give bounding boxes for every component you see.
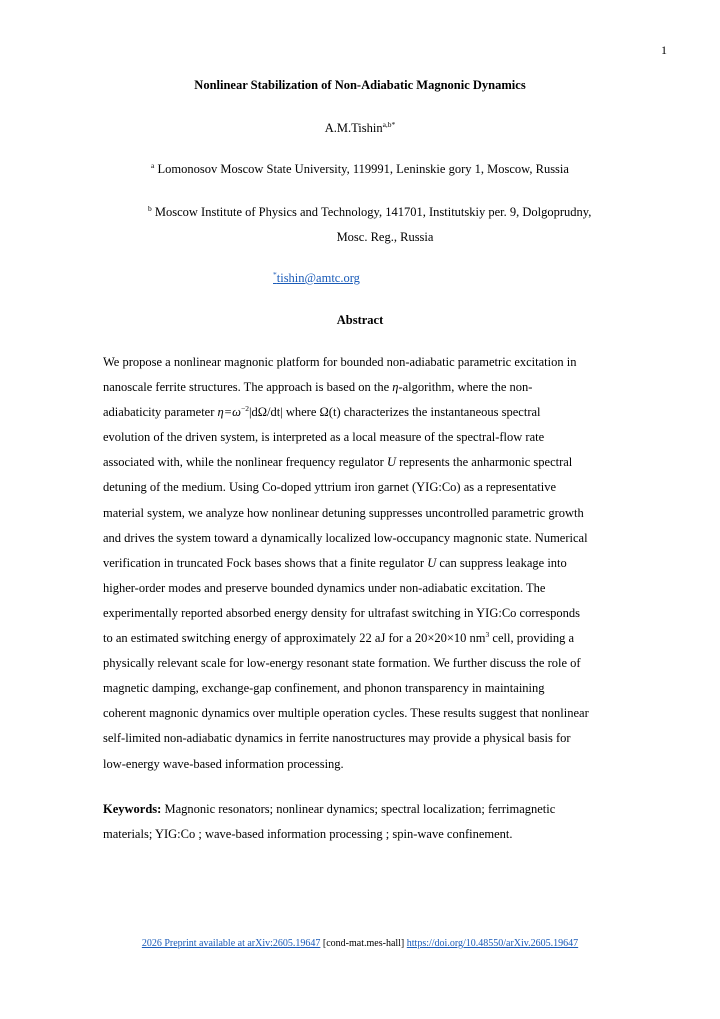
affiliation-b-line2: Mosc. Reg., Russia [336, 230, 434, 244]
abstract-line: detuning of the medium. Using Co-doped yttrium iron garnet (YIG:Co) as a representative [103, 480, 557, 495]
abstract-line: coherent magnonic dynamics over multiple operation cycles. These results suggest that nonlinear [103, 706, 589, 721]
keywords [103, 797, 683, 847]
keywords-line2: materials; YIG:Co ; wave-based information processing ; spin-wave confinement. [103, 827, 513, 842]
abstract-line: magnetic damping, exchange-gap confinement, and phonon transparency in maintaining [103, 681, 545, 696]
email-address: tishin@amtc.org [276, 271, 360, 285]
abstract-line: to an estimated switching energy of approximately 22 aJ for a 20×20×10 $nm^3$ cell, providing a [103, 629, 574, 646]
affiliation-b [0, 200, 720, 250]
keywords-label: Keywords: [103, 802, 162, 816]
preprint-link[interactable]: 2026 Preprint available at arXiv:2605.19647 [141, 938, 321, 949]
affiliation-b-line1 [0, 200, 720, 225]
abstract-line: low-energy wave-based information processing. [103, 756, 344, 771]
abstract-line: verification in truncated Fock bases shows that a finite regulator U can suppress leakage into [103, 555, 567, 570]
affiliation-b-mark: b [148, 203, 152, 213]
footer [0, 938, 720, 949]
abstract-line: evolution of the driven system, is interpreted as a local measure of the spectral-flow rate [103, 430, 545, 445]
abstract-line: nanoscale ferrite structures. The approach is based on the η-algorithm, where the non- [103, 380, 533, 395]
abstract-line: self-limited non-adiabatic dynamics in ferrite nanostructures may provide a physical basis for [103, 731, 571, 746]
abstract-body [103, 350, 683, 777]
page-number: 1 [661, 43, 667, 57]
abstract-line: adiabaticity parameter $\eta=\omega^{-2}|d\Omega/dt|$ where Ω(t) characterizes the instantaneous spectral [103, 404, 541, 420]
abstract-line: physically relevant scale for low-energy resonant state formation. We further discuss the role of [103, 656, 581, 671]
author-line [0, 121, 720, 136]
abstract-heading: Abstract [336, 313, 384, 327]
abstract-line: We propose a nonlinear magnonic platform for bounded non-adiabatic parametric excitation in [103, 355, 577, 369]
abstract-line: higher-order modes and preserve bounded dynamics under non-adiabatic excitation. The [103, 580, 546, 595]
paper-title: Nonlinear Stabilization of Non-Adiabatic Magnonic Dynamics [194, 78, 526, 92]
eta-formula: η=ω [217, 405, 241, 420]
affiliation-a-mark: a [151, 160, 155, 170]
affiliation-b-text: Moscow Institute of Physics and Technology, 141701, Institutskiy per. 9, Dolgoprudny, [151, 205, 592, 219]
author-name: A.M.Tishin [324, 121, 383, 135]
abstract-line: material system, we analyze how nonlinear detuning suppresses uncontrolled parametric growth [103, 505, 584, 520]
author-marks: a,b* [382, 119, 396, 129]
affiliation-a-text: Lomonosov Moscow State University, 119991, Leninskie gory 1, Moscow, Russia [154, 162, 569, 176]
email-link[interactable] [273, 271, 360, 286]
footer-category: [cond-mat.mes-hall] [320, 938, 407, 949]
affiliation-a [0, 157, 720, 182]
doi-link[interactable]: https://doi.org/10.48550/arXiv.2605.19647 [406, 938, 579, 949]
email-mark: * [273, 269, 277, 279]
abstract-line: associated with, while the nonlinear frequency regulator U represents the anharmonic spectral [103, 455, 573, 470]
keywords-line1: Keywords: Magnonic resonators; nonlinear dynamics; spectral localization; ferrimagnetic [103, 802, 556, 816]
abstract-line: experimentally reported absorbed energy density for ultrafast switching in YIG:Co corresponds [103, 605, 580, 620]
abstract-line: and drives the system toward a dynamically localized low-occupancy magnonic state. Numerical [103, 530, 588, 545]
